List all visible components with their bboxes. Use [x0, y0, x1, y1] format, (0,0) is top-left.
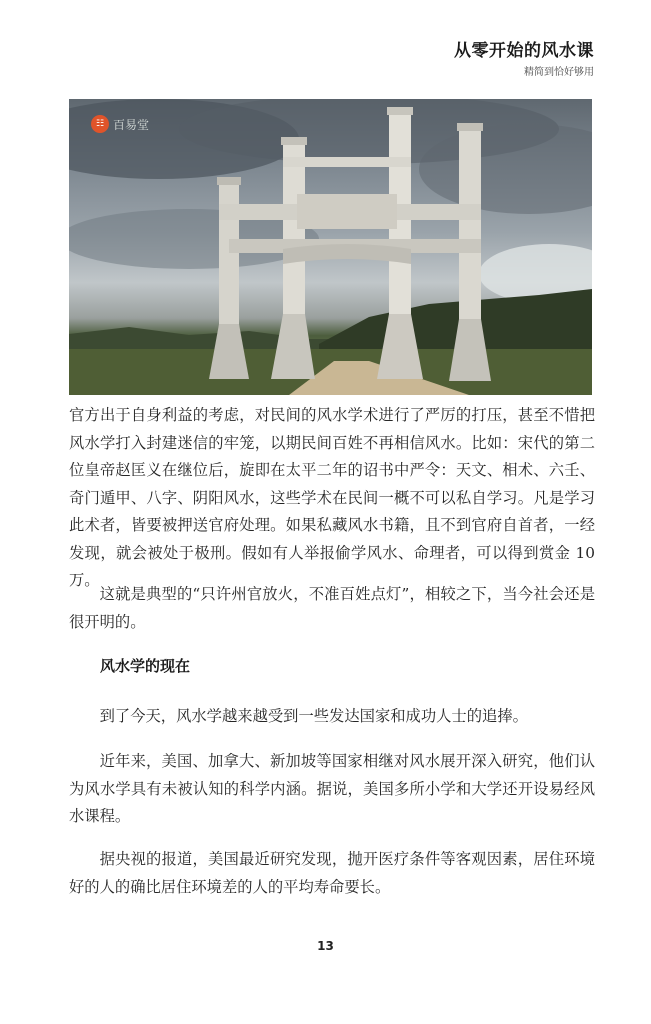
running-header [454, 36, 594, 78]
publisher-logo-icon: ☷ [91, 115, 109, 133]
body-paragraph-1: 官方出于自身利益的考虑，对民间的风水学术进行了严厉的打压，甚至不惜把风水学打入封建迷信的牢笼，以期民间百姓不再相信风水。比如：宋代的第二位皇帝赵匡义在继位后，旋即在太平二年的诏书中严令：天文、相术、六壬、奇门遁甲、八字、阴阳风水，这些学术在民间一概不可以私自学习。凡是学习此术者，皆要被押送官府处理。如果私藏风水书籍，且不到官府自首者，一经发现，就会被处于极刑。假如有人举报偷学风水、命理者，可以得到赏金 10 万。 [69, 406, 595, 589]
archway-illustration [69, 99, 592, 395]
body-paragraph-5: 据央视的报道，美国最近研究发现，抛开医疗条件等客观因素，居住环境好的人的确比居住环境差的人的平均寿命要长。 [69, 850, 595, 896]
body-paragraph-3: 到了今天，风水学越来越受到一些发达国家和成功人士的追捧。 [99, 707, 528, 725]
stone-archway-photo [69, 99, 592, 395]
book-title: 从零开始的风水课 [454, 41, 594, 61]
publisher-logo [91, 115, 149, 133]
publisher-logo-text: 百易堂 [113, 117, 150, 132]
book-subtitle: 精简到恰好够用 [524, 67, 594, 78]
body-paragraph-2: 这就是典型的“只许州官放火，不准百姓点灯”，相较之下，当今社会还是很开明的。 [69, 585, 595, 631]
section-heading: 风水学的现在 [100, 657, 191, 675]
page-number: 13 [317, 939, 334, 953]
body-paragraph-4: 近年来，美国、加拿大、新加坡等国家相继对风水展开深入研究，他们认为风水学具有未被认知的科学内涵。据说，美国多所小学和大学还开设易经风水课程。 [69, 752, 595, 825]
